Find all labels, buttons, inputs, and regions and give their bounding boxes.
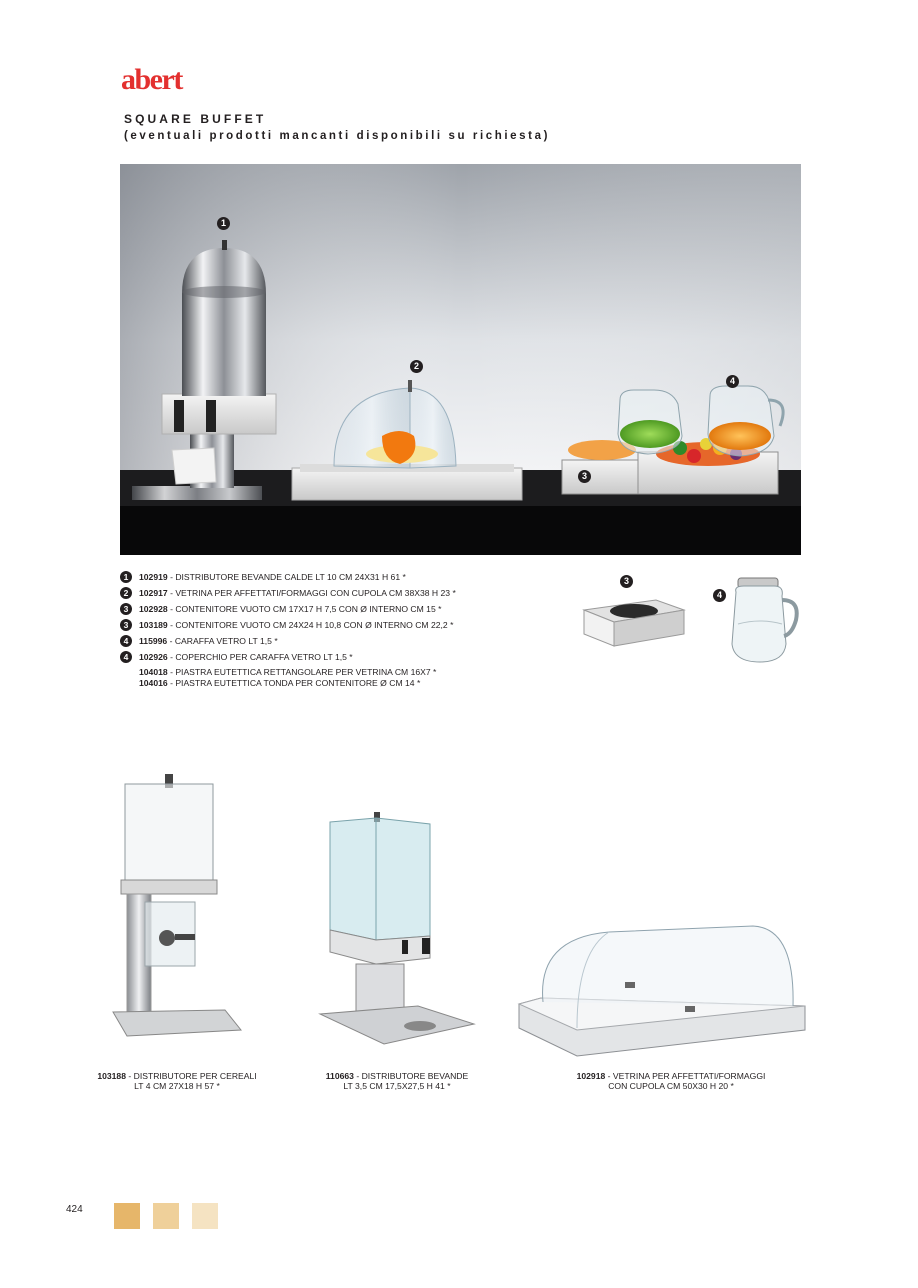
hero-marker-4: 4 bbox=[726, 375, 739, 388]
hero-photo bbox=[120, 164, 801, 555]
item-code: 102919 bbox=[139, 572, 168, 582]
product-description-line2: LT 3,5 CM 17,5X27,5 H 41 * bbox=[343, 1081, 451, 1091]
list-subitem bbox=[120, 667, 590, 678]
item-code: 104018 bbox=[139, 667, 168, 677]
item-description: - CONTENITORE VUOTO CM 24X24 H 10,8 CON Ø INTERNO CM 22,2 * bbox=[167, 620, 454, 630]
item-code: 104016 bbox=[139, 678, 168, 688]
list-item bbox=[120, 651, 590, 667]
hero-marker-2: 2 bbox=[410, 360, 423, 373]
product-caption bbox=[92, 1071, 262, 1091]
hero-marker-3: 3 bbox=[578, 470, 591, 483]
product-description-line2: CON CUPOLA CM 50X30 H 20 * bbox=[608, 1081, 734, 1091]
product-description: - VETRINA PER AFFETTATI/FORMAGGI bbox=[605, 1071, 766, 1081]
page-subtitle: (eventuali prodotti mancanti disponibili su richiesta) bbox=[124, 130, 551, 142]
item-description: - DISTRIBUTORE BEVANDE CALDE LT 10 CM 24X31 H 61 * bbox=[167, 572, 406, 582]
item-description: - PIASTRA EUTETTICA RETTANGOLARE PER VETRINA CM 16X7 * bbox=[167, 667, 437, 677]
item-description: - PIASTRA EUTETTICA TONDA PER CONTENITORE Ø CM 14 * bbox=[167, 678, 421, 688]
item-marker: 3 bbox=[120, 603, 132, 615]
product-code: 103188 bbox=[97, 1071, 126, 1081]
color-swatch-2 bbox=[153, 1203, 179, 1229]
product-description: - DISTRIBUTORE PER CEREALI bbox=[126, 1071, 257, 1081]
display-dome-image bbox=[517, 922, 807, 1058]
jug-image bbox=[724, 574, 804, 666]
container-image bbox=[582, 596, 686, 648]
item-code: 102928 bbox=[139, 604, 168, 614]
item-marker: 1 bbox=[120, 571, 132, 583]
item-description: - CARAFFA VETRO LT 1,5 * bbox=[167, 636, 278, 646]
item-marker: 3 bbox=[120, 619, 132, 631]
item-description: - CONTENITORE VUOTO CM 17X17 H 7,5 CON Ø INTERNO CM 15 * bbox=[167, 604, 442, 614]
hero-marker-1: 1 bbox=[217, 217, 230, 230]
item-marker: 2 bbox=[120, 587, 132, 599]
color-swatch-3 bbox=[192, 1203, 218, 1229]
product-code: 110663 bbox=[325, 1071, 354, 1081]
list-item bbox=[120, 587, 590, 603]
item-marker: 4 bbox=[120, 635, 132, 647]
cereal-dispenser-image bbox=[105, 774, 245, 1044]
list-subitem bbox=[120, 678, 590, 689]
page-number: 424 bbox=[66, 1204, 83, 1215]
detail-marker-4: 4 bbox=[713, 589, 726, 602]
product-code: 102918 bbox=[576, 1071, 606, 1081]
item-marker: 4 bbox=[120, 651, 132, 663]
detail-marker-3: 3 bbox=[620, 575, 633, 588]
list-item bbox=[120, 635, 590, 651]
item-list bbox=[120, 571, 590, 689]
abert-logo: abert bbox=[121, 63, 182, 96]
item-code: 102917 bbox=[139, 588, 168, 598]
color-swatch-1 bbox=[114, 1203, 140, 1229]
product-description-line2: LT 4 CM 27X18 H 57 * bbox=[134, 1081, 220, 1091]
product-caption bbox=[314, 1071, 480, 1091]
list-item bbox=[120, 571, 590, 587]
item-description: - VETRINA PER AFFETTATI/FORMAGGI CON CUPOLA CM 38X38 H 23 * bbox=[167, 588, 456, 598]
list-item bbox=[120, 603, 590, 619]
item-code: 102926 bbox=[139, 652, 168, 662]
drink-dispenser-image bbox=[318, 812, 482, 1052]
page-title: SQUARE BUFFET bbox=[124, 112, 267, 126]
item-description: - COPERCHIO PER CARAFFA VETRO LT 1,5 * bbox=[167, 652, 353, 662]
item-code: 115996 bbox=[139, 636, 168, 646]
item-code: 103189 bbox=[139, 620, 168, 630]
list-item bbox=[120, 619, 590, 635]
product-description: - DISTRIBUTORE BEVANDE bbox=[353, 1071, 469, 1081]
product-caption bbox=[566, 1071, 776, 1091]
